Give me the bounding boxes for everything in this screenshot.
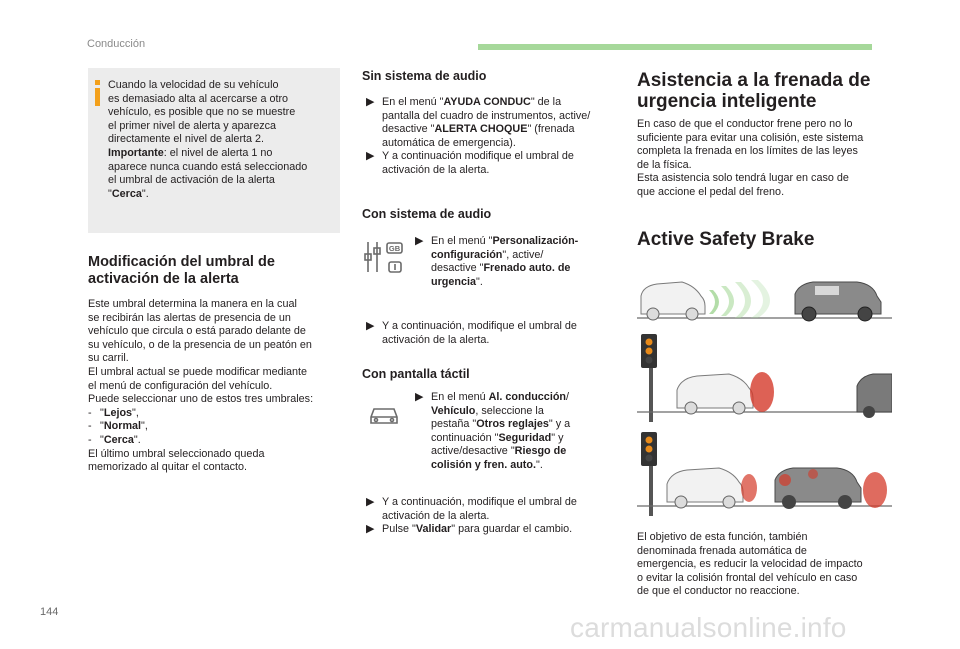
- svg-text:GB: GB: [388, 244, 401, 253]
- heading-active-safety-brake: Active Safety Brake: [637, 229, 815, 250]
- option-lejos: - "Lejos",: [88, 406, 139, 419]
- asb-body: El objetivo de esta función, también denominada frenada automática de emergencia, es reducir la velocidad de impacto o evitar la colisión frontal del vehículo en caso de que el conductor no reaccione.: [637, 531, 863, 598]
- no-audio-steps: ▶ En el menú "AYUDA CONDUC" de la pantalla del cuadro de instrumentos, active/ desactive "ALERTA CHOQUE" (frenada automática de emergencia). ▶ Y a continuación modifique el umbral de activación de la alerta.: [366, 96, 591, 176]
- illustration-traffic-light-warning: [637, 326, 892, 424]
- brake-assist-body: En caso de que el conductor frene pero no lo suficiente para evitar una colisión, este sistema completa la frenada en los límites de las leyes de la física. Esta asistencia solo tendrá lugar en caso de que accione el pedal del freno.: [637, 118, 864, 198]
- section-title: Conducción: [87, 38, 146, 50]
- bullet-arrow-icon: ▶: [415, 391, 424, 403]
- page-number: 144: [40, 606, 59, 618]
- watermark: carmanualsonline.info: [570, 612, 847, 643]
- info-icon: [92, 80, 102, 108]
- bullet-arrow-icon: ▶: [366, 320, 375, 332]
- bullet-arrow-icon: ▶: [366, 496, 375, 508]
- bullet-arrow-icon: ▶: [366, 96, 375, 108]
- threshold-body: Este umbral determina la manera en la cual se recibirán las alertas de presencia de un vehículo que circula o está parado delante de su vehículo, o de la presencia de un peatón en su carril. El umbral actual se puede modificar mediante el menú de configuración del vehículo. Puede seleccionar uno de estos tres umbrales: - "Lejos", - "Normal", - "Cerca". El último umbral seleccionado queda memorizado al quitar el contacto.: [88, 298, 348, 475]
- header-accent-bar: [478, 44, 872, 50]
- with-audio-step1: ▶ En el menú "Personalización- configuración", active/ desactive "Frenado auto. de urgencia".: [415, 235, 579, 288]
- bullet-arrow-icon: ▶: [366, 523, 375, 536]
- with-audio-step2: ▶ Y a continuación, modifique el umbral de activación de la alerta.: [366, 320, 577, 346]
- heading-no-audio: Sin sistema de audio: [362, 69, 487, 83]
- heading-touchscreen: Con pantalla táctil: [362, 367, 470, 381]
- option-cerca: - "Cerca".: [88, 433, 141, 446]
- option-normal: - "Normal",: [88, 420, 148, 433]
- audio-settings-icon: [363, 240, 405, 274]
- info-note-text: Cuando la velocidad de su vehículo es demasiado alta al acercarse a otro vehículo, es posible que no se muestre el primer nivel de alerta y aparezca directamente el nivel de alerta 2. Importante: el nivel de alerta 1 no aparece nunca cuando está seleccionado el umbral de activación de la alerta "Cerca".: [108, 79, 308, 200]
- touchscreen-step2: ▶ Y a continuación, modifique el umbral de activación de la alerta. ▶ Pulse "Validar" para guardar el cambio.: [366, 496, 577, 536]
- bullet-arrow-icon: ▶: [415, 235, 424, 247]
- bullet-arrow-icon: ▶: [366, 150, 375, 163]
- illustration-car-detection: [637, 270, 892, 322]
- illustration-emergency-braking: [637, 428, 892, 518]
- heading-with-audio: Con sistema de audio: [362, 207, 492, 221]
- touchscreen-step1: ▶ En el menú Al. conducción/ Vehículo, seleccione la pestaña "Otros reglajes" y a continuación "Seguridad" y active/desactive "Riesgo de colisión y fren. auto.".: [415, 391, 571, 471]
- car-icon: [368, 403, 400, 427]
- heading-brake-assist: Asistencia a la frenada de urgencia inteligente: [637, 70, 871, 112]
- heading-threshold: Modificación del umbral de activación de la alerta: [88, 254, 275, 287]
